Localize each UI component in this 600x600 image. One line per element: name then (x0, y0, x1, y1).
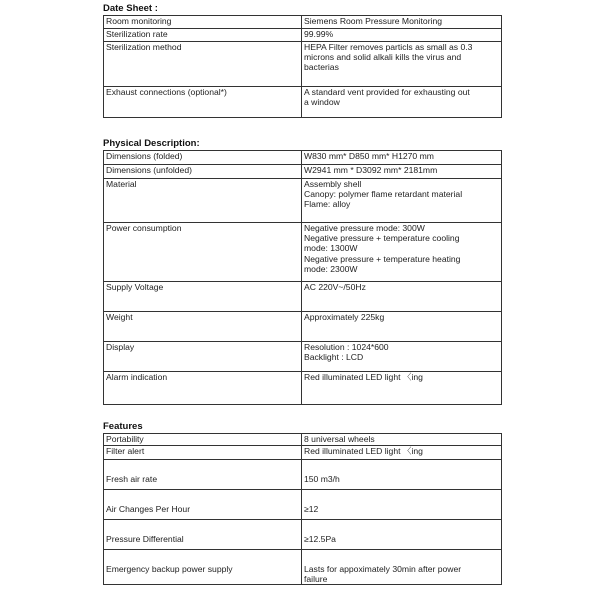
row-label: Room monitoring (104, 16, 302, 29)
table-row (104, 312, 502, 342)
section-features (103, 421, 499, 585)
table-row (104, 490, 502, 520)
row-label: Material (104, 179, 302, 223)
row-label: Dimensions (unfolded) (104, 165, 302, 179)
section-title: Features (103, 421, 143, 432)
row-value: Siemens Room Pressure Monitoring (302, 16, 502, 29)
table-row (104, 165, 502, 179)
row-value: ≥12 (302, 490, 502, 520)
section-title: Physical Description: (103, 138, 200, 149)
data-sheet-table (103, 15, 502, 118)
table-row (104, 550, 502, 585)
row-value: Negative pressure mode: 300W Negative pressure + temperature cooling mode: 1300W Negative pressure + temperature heating mode: 2300W (302, 223, 502, 282)
table-row (104, 151, 502, 165)
row-value: Red illuminated LED light 〈ing (302, 372, 502, 405)
row-label: Display (104, 342, 302, 372)
table-row (104, 446, 502, 460)
row-value: 8 universal wheels (302, 434, 502, 446)
row-label: Portability (104, 434, 302, 446)
row-value: W2941 mm * D3092 mm* 2181mm (302, 165, 502, 179)
row-label: Weight (104, 312, 302, 342)
section-data-sheet (103, 3, 499, 118)
row-label: Emergency backup power supply (104, 550, 302, 585)
table-row (104, 42, 502, 87)
table-row (104, 87, 502, 118)
table-row (104, 29, 502, 42)
table-row (104, 282, 502, 312)
row-value: W830 mm* D850 mm* H1270 mm (302, 151, 502, 165)
section-physical-description (103, 138, 499, 405)
table-row (104, 179, 502, 223)
row-label: Supply Voltage (104, 282, 302, 312)
row-value: ≥12.5Pa (302, 520, 502, 550)
physical-description-table (103, 150, 502, 405)
row-value: AC 220V~/50Hz (302, 282, 502, 312)
table-row (104, 342, 502, 372)
row-label: Alarm indication (104, 372, 302, 405)
features-table (103, 433, 502, 585)
row-value: 150 m3/h (302, 460, 502, 490)
row-label: Pressure Differential (104, 520, 302, 550)
table-row (104, 520, 502, 550)
row-label: Power consumption (104, 223, 302, 282)
row-value: Assembly shell Canopy: polymer flame retardant material Flame: alloy (302, 179, 502, 223)
row-label: Air Changes Per Hour (104, 490, 302, 520)
row-label: Exhaust connections (optional*) (104, 87, 302, 118)
row-value: Approximately 225kg (302, 312, 502, 342)
row-value: HEPA Filter removes particls as small as 0.3 microns and solid alkali kills the virus and bacterias (302, 42, 502, 87)
row-label: Filter alert (104, 446, 302, 460)
table-row (104, 223, 502, 282)
table-row (104, 372, 502, 405)
row-value: 99.99% (302, 29, 502, 42)
row-label: Sterilization rate (104, 29, 302, 42)
row-label: Fresh air rate (104, 460, 302, 490)
table-row (104, 434, 502, 446)
table-row (104, 16, 502, 29)
row-label: Dimensions (folded) (104, 151, 302, 165)
row-label: Sterilization method (104, 42, 302, 87)
section-title: Date Sheet : (103, 3, 158, 14)
row-value: Lasts for appoximately 30min after power failure (302, 550, 502, 585)
row-value: Red illuminated LED light 〈ing (302, 446, 502, 460)
row-value: Resolution : 1024*600 Backlight : LCD (302, 342, 502, 372)
table-row (104, 460, 502, 490)
row-value: A standard vent provided for exhausting out a window (302, 87, 502, 118)
